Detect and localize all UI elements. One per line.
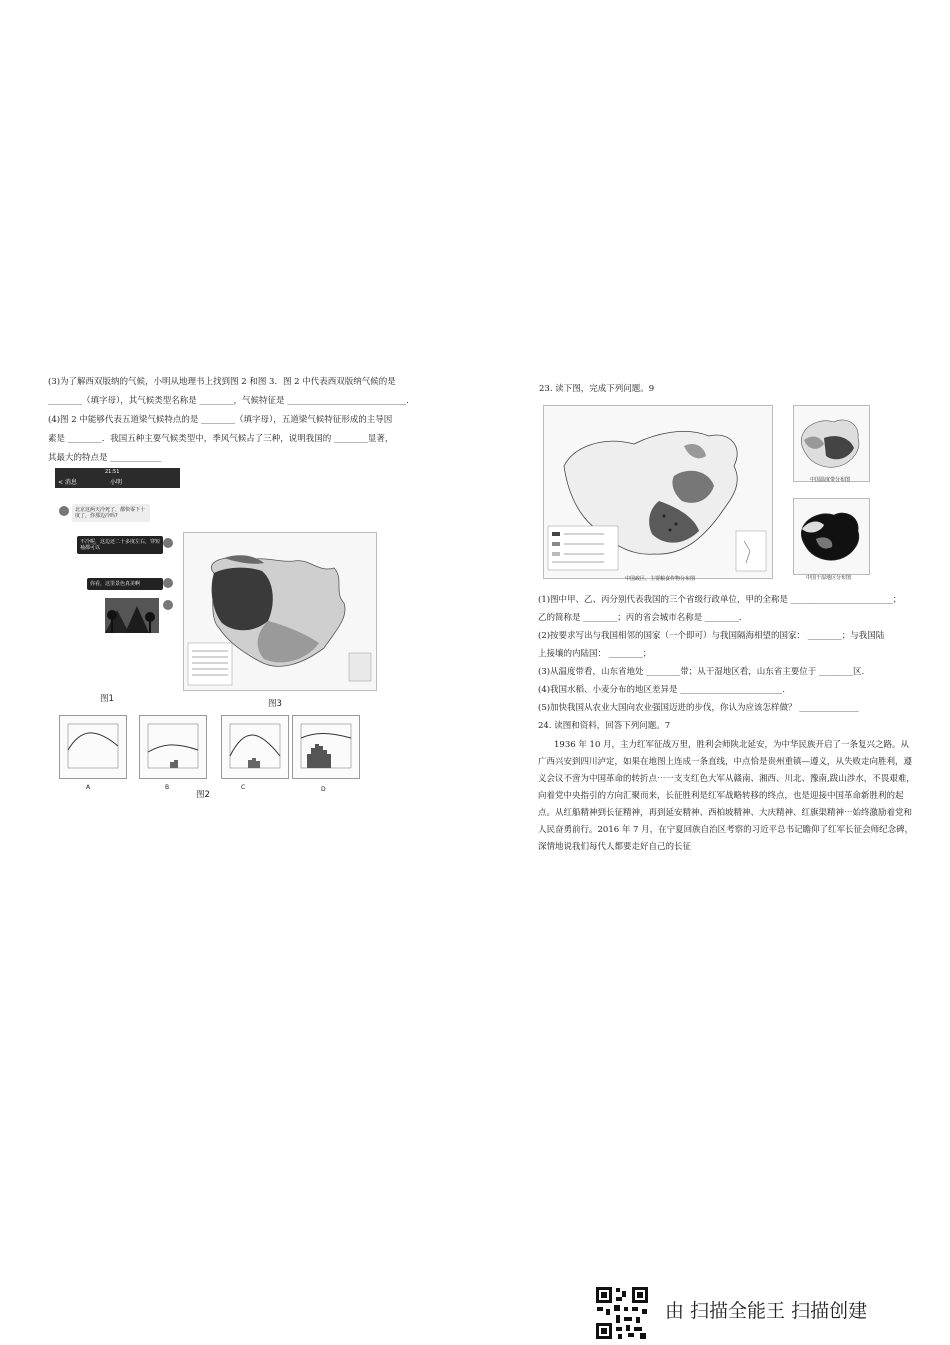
q23-line-6: (4)我国水稻、小麦分布的地区差异是 ________________________. [538,685,785,695]
climate-chart-b [139,715,207,779]
climate-label-b: B [165,784,170,791]
figure-1-phone-chat [55,468,180,688]
q23-line-1: (1)图中甲、乙、丙分别代表我国的三个省级行政单位，甲的全称是 ________________________； [538,595,902,605]
chat-message-1: 北京这两天冷死了，都快零下十度了，你那边冷吗? [72,504,150,522]
q23-line-5: (3)从温度带看，山东省地处 ________带；从干湿地区看，山东省主要位于 ________区. [538,667,865,677]
temperature-map-caption: 中国温度带分布图 [810,477,851,483]
climate-label-a: A [86,784,91,791]
phone-title: 小明 [110,479,123,486]
temperature-map-drawing [794,406,869,481]
figure-2-caption: 图2 [196,790,210,800]
figure-1-caption: 图1 [100,694,114,704]
left-line-1: (3)为了解西双版纳的气候，小明从地理书上找到图 2 和图 3．图 2 中代表西双版纳气候的是 [48,377,396,387]
avatar [163,538,173,548]
phone-status-bar [55,468,180,488]
temperature-zone-map [793,405,870,482]
q24-paragraph-text: 1936 年 10 月，主力红军征战万里，胜利会师陕北延安，为中华民族开启了一条复兴之路。从广西兴安到四川泸定，如果在地图上连成一条直线，中点恰是贵州重镇—遵义，从失败走向胜利，遵义会议不啻为中国革命的转折点⋯一支支红色大军从赣南、湘西、川北、豫南,跋山涉水，不畏艰难，向着党中央指引的方向汇聚而来，长征胜利是红军战略转移的终点，也是迎接中国革命新胜利的起点。从红船精神到长征精神，再到延安精神、西柏坡精神、大庆精神、红旗渠精神⋯始终激励着党和人民奋勇前行。2016 年 7 月，在宁夏回族自治区考察的习近平总书记瞻仰了红军长征会师纪念碑，深情地说我们每代人都要走好自己的长征 [538,740,915,852]
left-line-3: (4)图 2 中能够代表五道梁气候特点的是 ________（填字母），五道梁气候特征形成的主导因 [48,415,393,425]
q24-title: 24. 读图和资料，回答下列问题。7 [538,721,671,731]
climate-label-d: D [321,786,326,793]
figure-3-climate-map [183,532,377,691]
climate-label-c: C [241,784,246,791]
dry-wet-map [793,498,870,575]
q23-line-3: (2)按要求写出与我国相邻的国家（一个即可）与我国隔海相望的国家： ________；与我国陆 [538,631,885,641]
chat-message-3: 你看，这里景色真美啊 [87,578,163,590]
landscape-photo [105,598,159,633]
q24-paragraph [538,737,916,856]
phone-back: < 消息 [58,479,77,486]
avatar [59,506,69,516]
q23-line-4: 上接壤的内陆国： ________； [538,649,652,659]
climate-chart-d [292,715,360,779]
q23-line-7: (5)加快我国从农业大国向农业强国迈进的步伐，你认为应该怎样做？ ______________ [538,703,859,713]
chat-message-2: 不冷呢，这边还二十多度左右，穿短袖都可以 [77,536,163,554]
left-line-5: 其最大的特点是 ____________ [48,453,162,463]
climate-chart-c [221,715,289,779]
china-map-drawing [544,406,772,578]
avatar [163,600,173,610]
q23-line-2: 乙的简称是 ________；丙的省会城市名称是 ________. [538,613,742,623]
scanner-credit: 由 扫描全能王 扫描创建 [665,1300,868,1322]
figure-3-caption: 图3 [268,699,282,709]
left-line-4: 素是 ________．我国五种主要气候类型中，季风气候占了三种，说明我国的 ________显著， [48,434,394,444]
qr-code-icon [594,1285,650,1341]
phone-status-time: 21:51 [105,469,120,475]
left-line-2: ________（填字母），其气候类型名称是 ________，气候特征是 ____________________________. [48,396,409,406]
dry-wet-map-drawing [794,499,869,574]
q23-title: 23. 读下图，完成下列问题。9 [539,384,655,394]
climate-chart-a [59,715,127,779]
china-political-map [543,405,773,579]
avatar [163,578,173,588]
main-map-caption: 中国政区、主要粮食作物分布图 [625,576,696,582]
dry-wet-map-caption: 中国干湿地区分布图 [806,575,852,581]
climate-map-drawing [184,533,376,690]
